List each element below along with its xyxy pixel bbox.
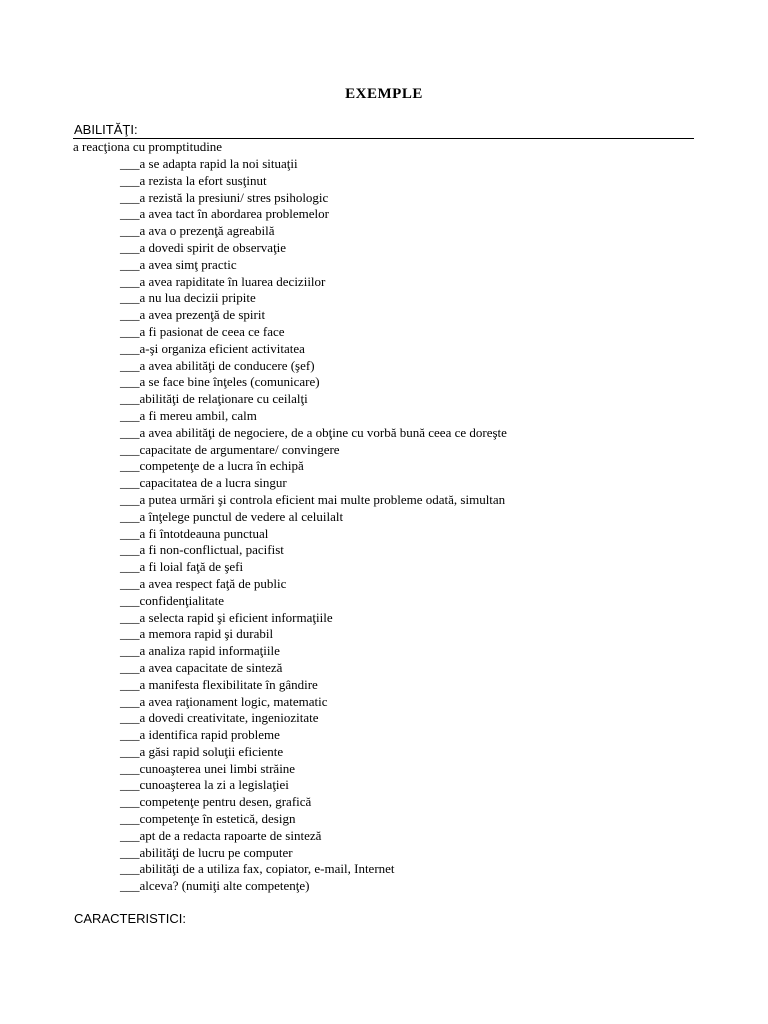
list-item: ___a fi non-conflictual, pacifist — [120, 542, 284, 558]
list-item: ___competenţe în estetică, design — [120, 811, 296, 827]
list-item: ___a înţelege punctul de vedere al celuilalt — [120, 508, 344, 524]
list-item: ___a memora rapid şi durabil — [120, 626, 274, 642]
list-item: ___a găsi rapid soluţii eficiente — [120, 743, 284, 759]
list-item: ___cunoaşterea unei limbi străine — [120, 760, 296, 776]
list-item: ___cunoaşterea la zi a legislaţiei — [120, 777, 289, 793]
list-item: ___a manifesta flexibilitate în gândire — [120, 676, 318, 692]
list-item: ___capacitatea de a lucra singur — [120, 475, 287, 491]
list-item: ___alceva? (numiţi alte competenţe) — [120, 878, 310, 894]
list-item: ___a putea urmări şi controla eficient mai multe probleme odată, simultan — [120, 491, 506, 507]
list-item: ___a se face bine înţeles (comunicare) — [120, 374, 320, 390]
list-item: ___a avea rapiditate în luarea deciziilor — [120, 273, 326, 289]
list-item-first: a reacţiona cu promptitudine — [73, 139, 223, 154]
list-item: ___a avea tact în abordarea problemelor — [120, 206, 329, 222]
list-item: ___abilităţi de lucru pe computer — [120, 844, 293, 860]
list-item: ___a analiza rapid informaţiile — [120, 643, 280, 659]
list-item: ___a avea capacitate de sinteză — [120, 659, 283, 675]
list-item: ___a avea abilităţi de conducere (şef) — [120, 357, 315, 373]
list-item: ___a avea abilităţi de negociere, de a obţine cu vorbă bună ceea ce doreşte — [120, 424, 507, 440]
list-item: ___a identifica rapid probleme — [120, 727, 280, 743]
list-item: ___abilităţi de a utiliza fax, copiator, e-mail, Internet — [120, 861, 395, 877]
list-item: ___a fi pasionat de ceea ce face — [120, 323, 285, 339]
abilitati-list — [120, 156, 507, 895]
list-item: ___a-şi organiza eficient activitatea — [120, 340, 305, 356]
list-item: ___apt de a redacta rapoarte de sinteză — [120, 827, 322, 843]
list-item: ___abilităţi de relaţionare cu ceilalţi — [120, 391, 308, 407]
list-item: ___a se adapta rapid la noi situaţii — [120, 156, 298, 171]
list-item: ___a avea respect faţă de public — [120, 575, 287, 591]
list-item: ___a selecta rapid şi eficient informaţiile — [120, 609, 333, 625]
list-item: ___a avea prezenţă de spirit — [120, 307, 266, 323]
list-item: ___competenţe de a lucra în echipă — [120, 458, 304, 474]
list-item: ___a dovedi spirit de observaţie — [120, 239, 287, 255]
list-item: ___a rezistă la presiuni/ stres psihologic — [120, 189, 329, 205]
list-item: ___a rezista la efort susţinut — [120, 172, 267, 188]
list-item: ___a fi întotdeauna punctual — [120, 525, 269, 541]
list-item: ___a avea raţionament logic, matematic — [120, 693, 328, 709]
page-title: EXEMPLE — [345, 86, 423, 102]
list-item: ___competenţe pentru desen, grafică — [120, 794, 312, 810]
list-item: ___confidenţialitate — [120, 592, 224, 608]
list-item: ___a fi mereu ambil, calm — [120, 407, 257, 423]
list-item: ___a avea simţ practic — [120, 256, 237, 272]
section-heading-caracteristici: CARACTERISTICI: — [74, 911, 186, 926]
section-heading-abilitati: ABILITĂŢI: — [74, 122, 138, 137]
list-item: ___a ava o prezenţă agreabilă — [120, 223, 275, 239]
list-item: ___a fi loial faţă de şefi — [120, 559, 244, 575]
list-item: ___a dovedi creativitate, ingeniozitate — [120, 710, 319, 726]
list-item: ___a nu lua decizii pripite — [120, 290, 256, 306]
list-item: ___capacitate de argumentare/ convingere — [120, 441, 340, 457]
